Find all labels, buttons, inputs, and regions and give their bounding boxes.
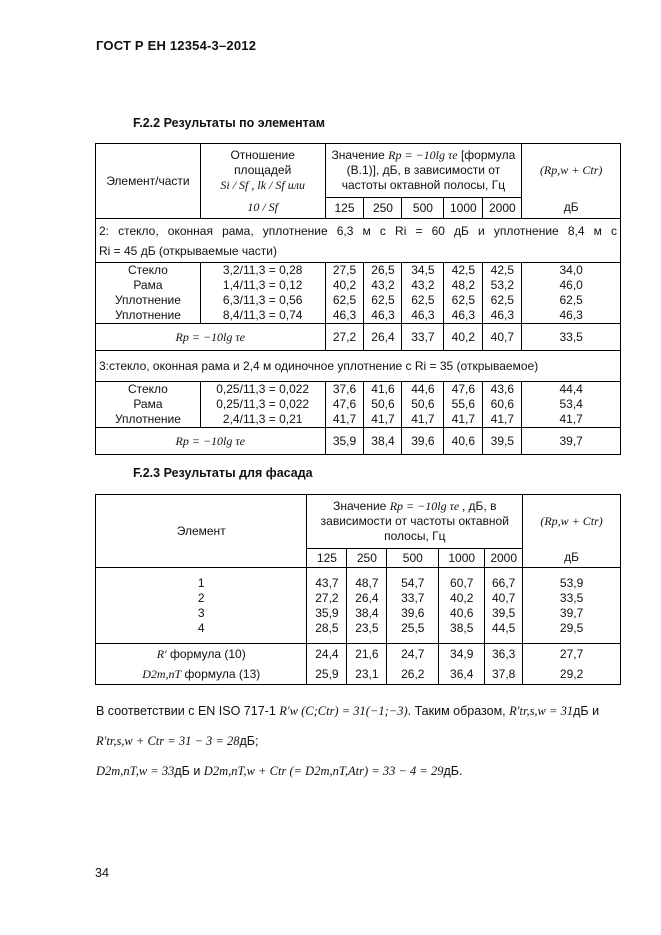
freq-500: 500: [387, 549, 439, 568]
col-header-value: Значение Rp = −10lg τe , дБ, в зависимости от частоты октавной полосы, Гц: [307, 495, 523, 549]
freq-1000: 1000: [444, 198, 483, 219]
table-body-formulas: R′ формула (10) D2m,nT формула (13) 24,4 25,9 21,6 23,1 24,7 26,2 34,9 36,4 36,3 37,8 27,7 29,2: [96, 644, 621, 685]
paragraph-line-2: R′tr,s,w + Ctr = 31 − 3 = 28дБ;: [96, 734, 259, 748]
page-header: ГОСТ Р ЕН 12354-3–2012: [96, 38, 257, 53]
col-header-result: (Rp,w + Ctr): [522, 144, 621, 198]
page-number: 34: [95, 866, 109, 880]
table-row: Стекло 0,25/11,3 = 0,022 37,6 41,6 44,6 47,6 43,6 44,4: [96, 382, 621, 398]
col-header-element: Элемент/части: [96, 144, 201, 219]
col-header-ratio-cont: 10 / Sf: [200, 198, 325, 219]
table-row-total-case3: Rp = −10lg τe 35,9 38,4 39,6 40,6 39,5 39,7: [96, 428, 621, 455]
element-names: 1 2 3 4: [96, 568, 307, 644]
formula-names: R′ формула (10) D2m,nT формула (13): [96, 644, 307, 685]
table-body-elements: 1 2 3 4 43,7 27,2 35,9 28,5 48,7 26,4 38,4 23,5 54,7 33,7 39,6 25,5 60,7 40,2 40,6 38,5 66,7 40,7 39,5 44,5 53,9 33,5 39,7 29,5: [96, 568, 621, 644]
col-header-result-unit: дБ: [522, 198, 621, 219]
col-header-ratio: Отношение площадей Si / Sf , lk / Sf или: [200, 144, 325, 198]
freq-125: 125: [325, 198, 364, 219]
section-title-f23: F.2.3 Результаты для фасада: [133, 466, 313, 480]
table-row: Рама 1,4/11,3 = 0,12 40,2 43,2 43,2 48,2 53,2 46,0: [96, 278, 621, 293]
case2-description: 2: стекло, оконная рама, уплотнение 6,3 м с Ri = 60 дБ и уплотнение 8,4 м с Ri = 45 дБ (открываемые части): [96, 219, 621, 263]
table-row: Рама 0,25/11,3 = 0,022 47,6 50,6 50,6 55,6 60,6 53,4: [96, 397, 621, 412]
table-row: Уплотнение 6,3/11,3 = 0,56 62,5 62,5 62,5 62,5 62,5 62,5: [96, 293, 621, 308]
table-row: Уплотнение 8,4/11,3 = 0,74 46,3 46,3 46,3 46,3 46,3 46,3: [96, 308, 621, 324]
freq-2000: 2000: [485, 549, 523, 568]
case3-description: 3:стекло, оконная рама и 2,4 м одиночное уплотнение с Ri = 35 (открываемое): [96, 351, 621, 382]
table-row-total-case2: Rp = −10lg τe 27,2 26,4 33,7 40,2 40,7 33,5: [96, 324, 621, 351]
table-row: Уплотнение 2,4/11,3 = 0,21 41,7 41,7 41,7 41,7 41,7 41,7: [96, 412, 621, 428]
table-row: Стекло 3,2/11,3 = 0,28 27,5 26,5 34,5 42,5 42,5 34,0: [96, 263, 621, 279]
col-header-result-unit: дБ: [523, 549, 621, 568]
freq-500: 500: [402, 198, 444, 219]
freq-250: 250: [364, 198, 402, 219]
freq-2000: 2000: [483, 198, 522, 219]
table-f22: [95, 143, 621, 455]
table-f23: [95, 494, 621, 685]
freq-125: 125: [307, 549, 347, 568]
freq-1000: 1000: [439, 549, 485, 568]
freq-250: 250: [347, 549, 387, 568]
col-header-element: Элемент: [96, 495, 307, 568]
paragraph-line-3: D2m,nT,w = 33дБ и D2m,nT,w + Ctr (= D2m,nT,Atr) = 33 − 4 = 29дБ.: [96, 764, 463, 778]
col-header-value: Значение Rp = −10lg τe [формула (В.1)], дБ, в зависимости от частоты октавной полосы, Гц: [325, 144, 522, 198]
paragraph-line-1: В соответствии с EN ISO 717-1 R′w (C;Ctr) = 31(−1;−3). Таким образом, R′tr,s,w = 31дБ и: [96, 704, 600, 718]
col-header-result: (Rp,w + Ctr): [523, 495, 621, 549]
section-title-f22: F.2.2 Результаты по элементам: [133, 116, 325, 130]
